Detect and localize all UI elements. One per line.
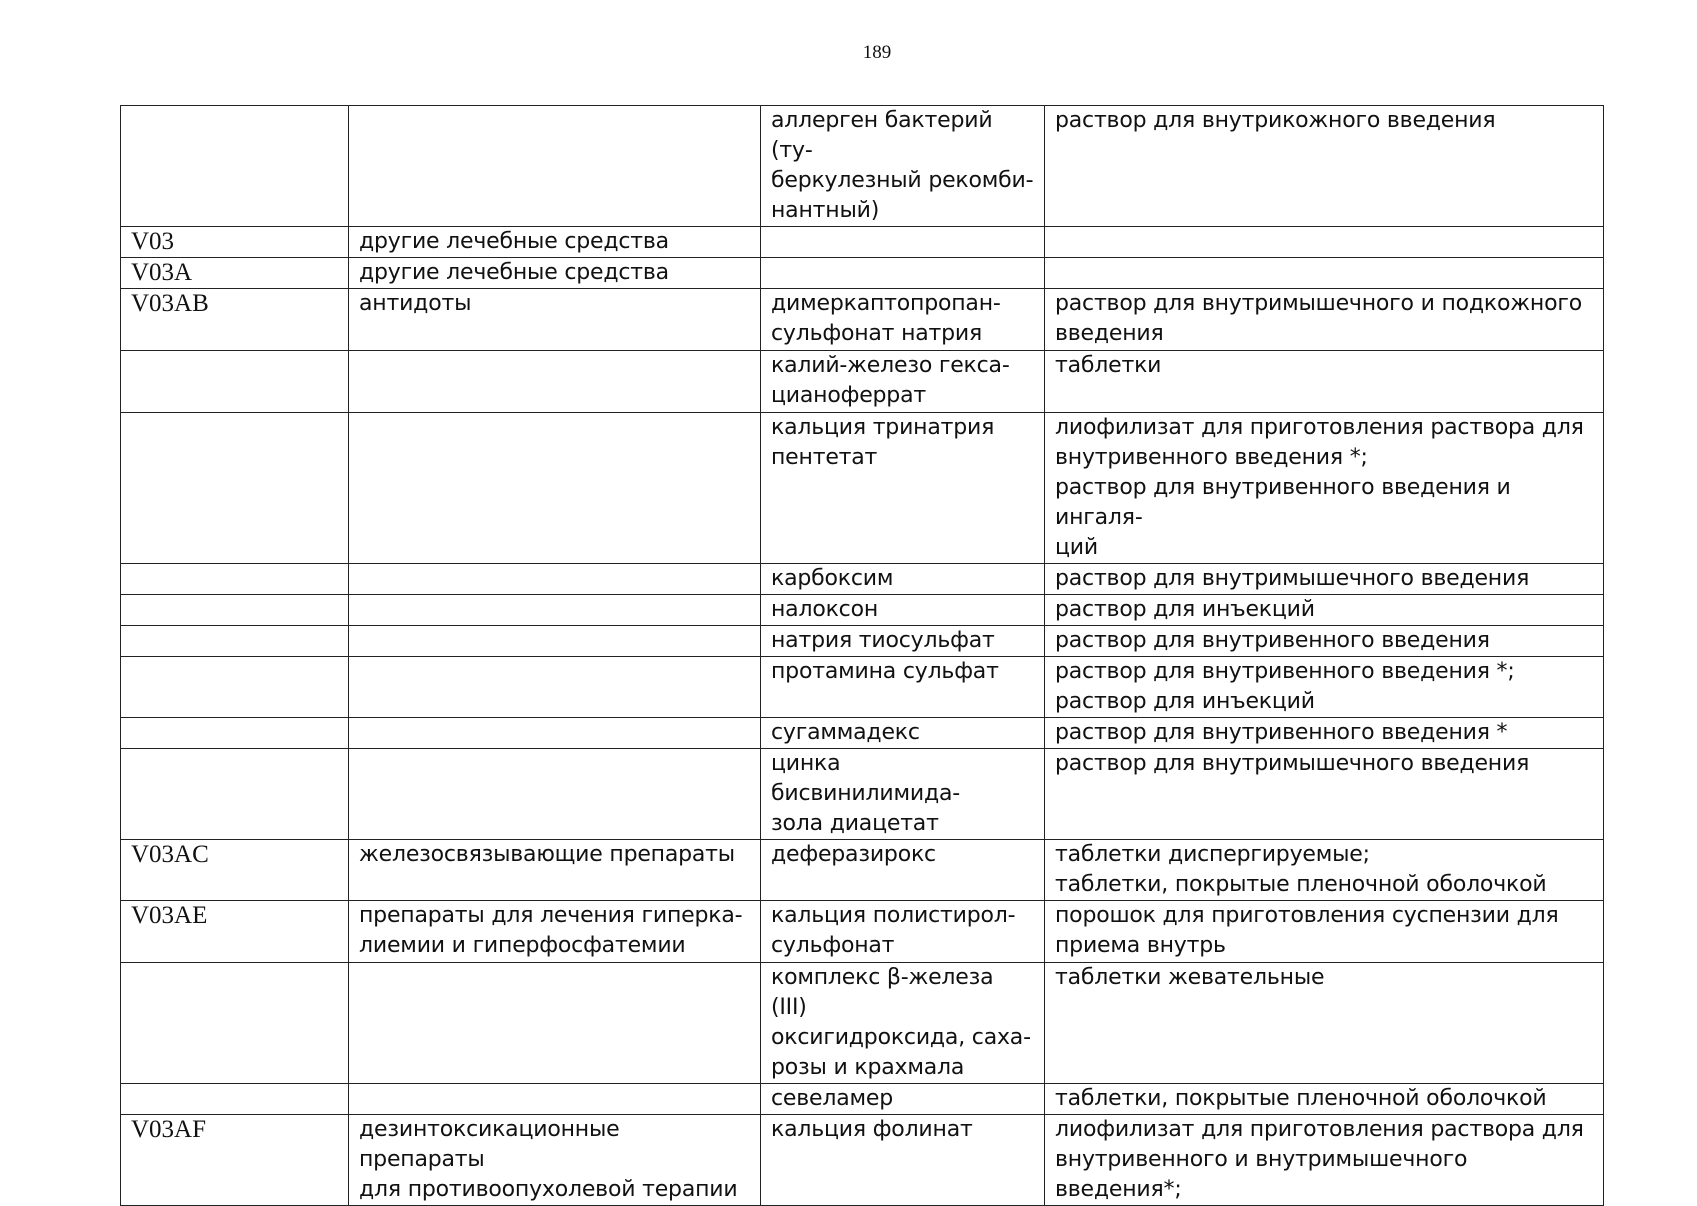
code-cell xyxy=(121,106,349,227)
code-cell xyxy=(121,626,349,657)
code-cell xyxy=(121,413,349,564)
table-row xyxy=(121,564,1604,595)
group-cell xyxy=(349,718,761,749)
substance-cell: кальция полистирол- сульфонат xyxy=(761,901,1045,963)
form-cell xyxy=(1045,258,1604,289)
substance-cell: калий-железо гекса- цианоферрат xyxy=(761,351,1045,413)
code-cell: V03A xyxy=(121,258,349,289)
form-cell: порошок для приготовления суспензии для приема внутрь xyxy=(1045,901,1604,963)
form-cell: раствор для инъекций xyxy=(1045,595,1604,626)
table-row xyxy=(121,626,1604,657)
table-row xyxy=(121,227,1604,258)
drug-table xyxy=(120,105,1604,1206)
form-cell: раствор для внутрикожного введения xyxy=(1045,106,1604,227)
form-cell: раствор для внутримышечного введения xyxy=(1045,564,1604,595)
group-cell: другие лечебные средства xyxy=(349,258,761,289)
substance-cell xyxy=(761,227,1045,258)
form-cell: таблетки жевательные xyxy=(1045,963,1604,1084)
substance-cell: налоксон xyxy=(761,595,1045,626)
form-cell: лиофилизат для приготовления раствора для внутривенного введения *; раствор для внутривенного введения и ингаля- ций xyxy=(1045,413,1604,564)
group-cell xyxy=(349,657,761,718)
group-cell xyxy=(349,564,761,595)
code-cell: V03 xyxy=(121,227,349,258)
table-row xyxy=(121,718,1604,749)
code-cell: V03AE xyxy=(121,901,349,963)
substance-cell: сугаммадекс xyxy=(761,718,1045,749)
page-number: 189 xyxy=(862,42,892,63)
table-row xyxy=(121,840,1604,901)
form-cell xyxy=(1045,227,1604,258)
table-row xyxy=(121,351,1604,413)
group-cell: препараты для лечения гиперка- лиемии и гиперфосфатемии xyxy=(349,901,761,963)
table-row xyxy=(121,749,1604,840)
substance-cell: кальция фолинат xyxy=(761,1115,1045,1206)
code-cell: V03AC xyxy=(121,840,349,901)
form-cell: раствор для внутримышечного введения xyxy=(1045,749,1604,840)
group-cell xyxy=(349,106,761,227)
group-cell xyxy=(349,1084,761,1115)
table-row xyxy=(121,413,1604,564)
form-cell: раствор для внутримышечного и подкожного введения xyxy=(1045,289,1604,351)
table-row xyxy=(121,289,1604,351)
code-cell xyxy=(121,595,349,626)
table-row xyxy=(121,258,1604,289)
substance-cell: цинка бисвинилимида- зола диацетат xyxy=(761,749,1045,840)
form-cell: раствор для внутривенного введения *; раствор для инъекций xyxy=(1045,657,1604,718)
code-cell: V03AB xyxy=(121,289,349,351)
form-cell: раствор для внутривенного введения xyxy=(1045,626,1604,657)
substance-cell: аллерген бактерий (ту- беркулезный рекомби- нантный) xyxy=(761,106,1045,227)
group-cell: дезинтоксикационные препараты для противоопухолевой терапии xyxy=(349,1115,761,1206)
code-cell xyxy=(121,564,349,595)
code-cell xyxy=(121,963,349,1084)
group-cell: железосвязывающие препараты xyxy=(349,840,761,901)
code-cell xyxy=(121,1084,349,1115)
code-cell xyxy=(121,351,349,413)
substance-cell: комплекс β-железа (III) оксигидроксида, саха- розы и крахмала xyxy=(761,963,1045,1084)
group-cell: другие лечебные средства xyxy=(349,227,761,258)
group-cell xyxy=(349,595,761,626)
code-cell xyxy=(121,749,349,840)
table-row xyxy=(121,963,1604,1084)
table-row xyxy=(121,1084,1604,1115)
substance-cell: севеламер xyxy=(761,1084,1045,1115)
form-cell: таблетки xyxy=(1045,351,1604,413)
form-cell: раствор для внутривенного введения * xyxy=(1045,718,1604,749)
form-cell: лиофилизат для приготовления раствора для внутривенного и внутримышечного введения*; xyxy=(1045,1115,1604,1206)
code-cell: V03AF xyxy=(121,1115,349,1206)
substance-cell: деферазирокс xyxy=(761,840,1045,901)
substance-cell: кальция тринатрия пентетат xyxy=(761,413,1045,564)
code-cell xyxy=(121,657,349,718)
group-cell xyxy=(349,351,761,413)
group-cell: антидоты xyxy=(349,289,761,351)
group-cell xyxy=(349,749,761,840)
form-cell: таблетки, покрытые пленочной оболочкой xyxy=(1045,1084,1604,1115)
substance-cell: димеркаптопропан- сульфонат натрия xyxy=(761,289,1045,351)
group-cell xyxy=(349,413,761,564)
table-row xyxy=(121,657,1604,718)
group-cell xyxy=(349,963,761,1084)
substance-cell: протамина сульфат xyxy=(761,657,1045,718)
table-row xyxy=(121,1115,1604,1206)
table-row xyxy=(121,595,1604,626)
form-cell: таблетки диспергируемые; таблетки, покрытые пленочной оболочкой xyxy=(1045,840,1604,901)
table-row xyxy=(121,901,1604,963)
code-cell xyxy=(121,718,349,749)
substance-cell xyxy=(761,258,1045,289)
substance-cell: карбоксим xyxy=(761,564,1045,595)
table-row xyxy=(121,106,1604,227)
substance-cell: натрия тиосульфат xyxy=(761,626,1045,657)
group-cell xyxy=(349,626,761,657)
